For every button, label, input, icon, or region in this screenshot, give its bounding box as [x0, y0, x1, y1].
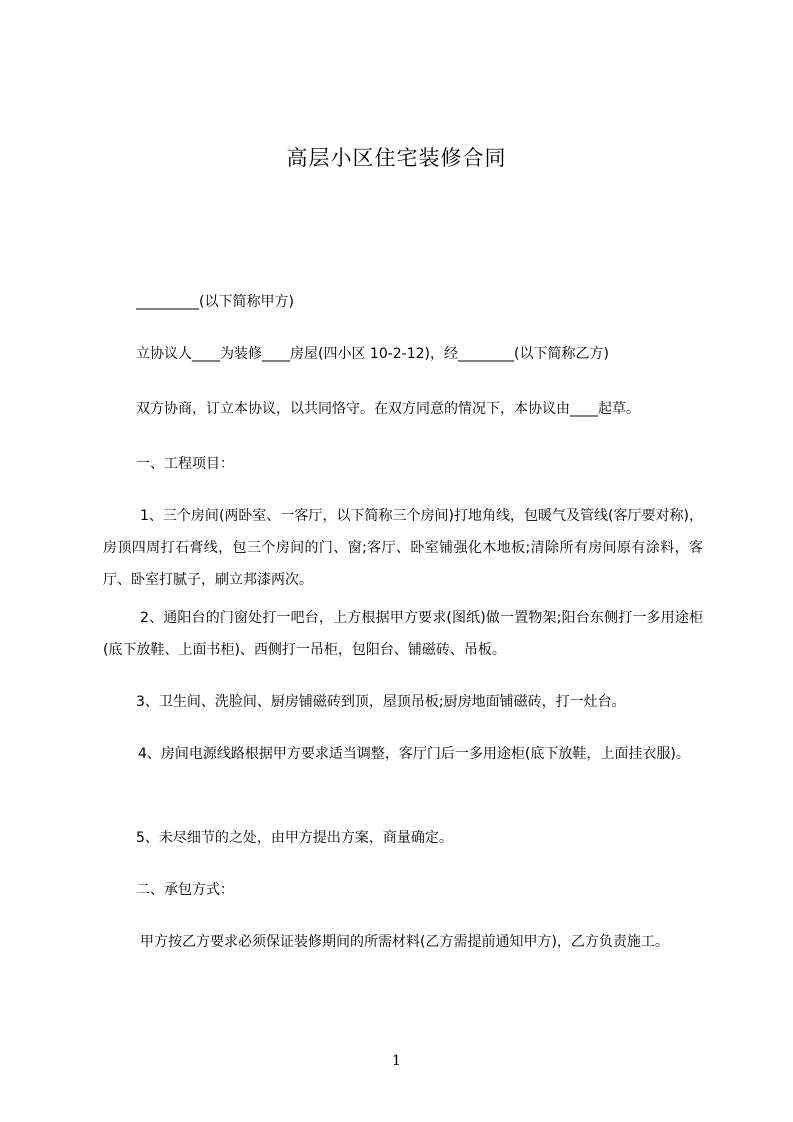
project-item-2: 2、通阳台的门窗处打一吧台，上方根据甲方要求(图纸)做一置物架;阳台东侧打一多用途柜(底下放鞋、上面书柜)、西侧打一吊柜，包阳台、铺磁砖、吊板。: [103, 610, 703, 658]
agreement-intro: 立协议人____为装修____房屋(四小区 10-2-12)，经________(以下简称乙方): [136, 346, 609, 362]
project-item-4: 4、房间电源线路根据甲方要求适当调整，客厅门后一多用途柜(底下放鞋，上面挂衣服)。: [138, 746, 690, 762]
page-number: 1: [392, 1053, 401, 1069]
project-item-3: 3、卫生间、洗脸间、厨房铺磁砖到顶，屋顶吊板;厨房地面铺磁砖，打一灶台。: [136, 694, 626, 710]
document-title: 高层小区住宅装修合同: [286, 146, 507, 170]
negotiation-paragraph: 双方协商，订立本协议，以共同恪守。在双方同意的情况下，本协议由____起草。: [136, 401, 640, 417]
section-heading-projects: 一、工程项目：: [136, 456, 234, 472]
contract-mode-paragraph: 甲方按乙方要求必须保证装修期间的所需材料(乙方需提前通知甲方)，乙方负责施工。: [140, 934, 669, 950]
project-item-5: 5、未尽细节的之处，由甲方提出方案，商量确定。: [136, 830, 453, 846]
party-a-line: _________(以下简称甲方): [136, 294, 294, 310]
section-heading-contract-mode: 二、承包方式：: [136, 882, 234, 898]
project-item-1: 1、三个房间(两卧室、一客厅，以下简称三个房间)打地角线，包暖气及管线(客厅要对称)，房顶四周打石膏线，包三个房间的门、窗;客厅、卧室铺强化木地板;清除所有房间原有涂料，客厅、卧室打腻子，刷立邦漆两次。: [103, 508, 703, 588]
